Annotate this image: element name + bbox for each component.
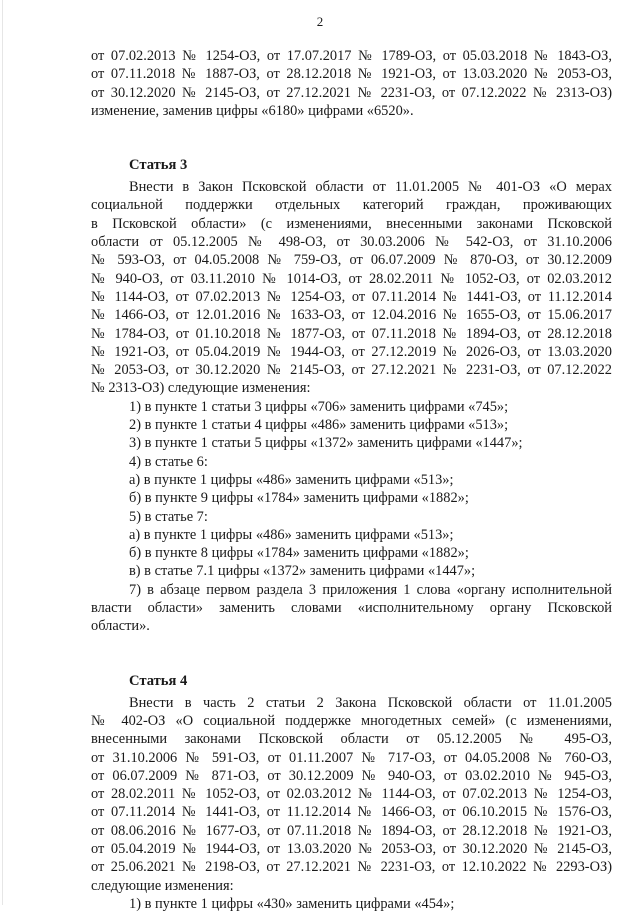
paragraph-line: от 07.11.2018 № 1887-ОЗ, от 28.12.2018 № 1921-ОЗ, от 13.03.2020 № 2053-ОЗ, [91,66,612,83]
list-item: 3) в пункте 1 статьи 5 цифры «1372» заменить цифрами «1447»; [129,435,523,452]
paragraph-line: от 05.04.2019 № 1944-ОЗ, от 13.03.2020 № 2053-ОЗ, от 30.12.2020 № 2145-ОЗ, [91,840,612,857]
article-3-heading: Статья 3 [129,157,188,174]
paragraph-line: № 1784-ОЗ, от 01.10.2018 № 1877-ОЗ, от 07.11.2018 № 1894-ОЗ, от 28.12.2018 [91,325,612,342]
list-item: 1) в пункте 1 статьи 3 цифры «706» заменить цифрами «745»; [129,398,509,415]
paragraph-line: в Псковской области» (с изменениями, внесенными законами Псковской [91,215,612,232]
list-item-line: области». [91,618,150,635]
paragraph-line: от 30.12.2020 № 2145-ОЗ, от 27.12.2021 № 2231-ОЗ, от 07.12.2022 № 2313-ОЗ) [91,84,612,101]
paragraph-line: области от 05.12.2005 № 498-ОЗ, от 30.03.2006 № 542-ОЗ, от 31.10.2006 [91,234,612,251]
paragraph-line: Внести в часть 2 статьи 2 Закона Псковской области от 11.01.2005 [129,694,612,711]
list-item: 1) в пункте 1 цифры «430» заменить цифрами «454»; [129,895,455,912]
paragraph-line: изменение, заменив цифры «6180» цифрами «6520». [91,102,414,119]
paragraph-line: от 28.02.2011 № 1052-ОЗ, от 02.03.2012 № 1144-ОЗ, от 07.02.2013 № 1254-ОЗ, [91,786,612,803]
paragraph-line: № 1144-ОЗ, от 07.02.2013 № 1254-ОЗ, от 07.11.2014 № 1441-ОЗ, от 11.12.2014 [91,288,612,305]
paragraph-line: № 402-ОЗ «О социальной поддержке многодетных семей» (с изменениями, [91,712,612,729]
paragraph-line: от 31.10.2006 № 591-ОЗ, от 01.11.2007 № 717-ОЗ, от 04.05.2008 № 760-ОЗ, [91,749,612,766]
page-number: 2 [316,14,324,29]
list-item: 5) в статье 7: [129,508,208,525]
paragraph-line: от 07.11.2014 № 1441-ОЗ, от 11.12.2014 № 1466-ОЗ, от 06.10.2015 № 1576-ОЗ, [91,804,612,821]
scan-edge-line [2,0,3,905]
article-3-paragraph [91,178,612,398]
paragraph-line: от 07.02.2013 № 1254-ОЗ, от 17.07.2017 № 1789-ОЗ, от 05.03.2018 № 1843-ОЗ, [91,48,612,64]
paragraph-line: от 25.06.2021 № 2198-ОЗ, от 27.12.2021 № 2231-ОЗ, от 12.10.2022 № 2293-ОЗ) [91,859,612,876]
paragraph-line: № 1921-ОЗ, от 05.04.2019 № 1944-ОЗ, от 27.12.2019 № 2026-ОЗ, от 13.03.2020 [91,343,612,360]
paragraph-line: № 593-ОЗ, от 04.05.2008 № 759-ОЗ, от 06.07.2009 № 870-ОЗ, от 30.12.2009 [91,252,612,269]
document-body [91,47,612,913]
article-4-heading: Статья 4 [129,672,188,689]
list-item: б) в пункте 8 цифры «1784» заменить цифрами «1882»; [129,545,469,562]
paragraph-line: внесенными законами Псковской области от 05.12.2005 № 495-ОЗ, [91,731,612,748]
article-3-items [91,398,612,636]
list-item: а) в пункте 1 цифры «486» заменить цифрами «513»; [129,471,454,488]
intro-paragraph [91,47,612,120]
paragraph-line: от 06.07.2009 № 871-ОЗ, от 30.12.2009 № 940-ОЗ, от 03.02.2010 № 945-ОЗ, [91,767,612,784]
paragraph-line: следующие изменения: [91,877,234,894]
paragraph-line: Внести в Закон Псковской области от 11.01.2005 № 401-ОЗ «О мерах [129,179,612,196]
list-item: 7) в абзаце первом раздела 3 приложения 1 слова «органу исполнительной [129,581,612,598]
list-item: б) в пункте 9 цифры «1784» заменить цифрами «1882»; [129,490,469,507]
article-4-items [91,895,612,913]
list-item-line: власти области» заменить словами «исполнительному органу Псковской [91,600,612,617]
paragraph-line: № 1466-ОЗ, от 12.01.2016 № 1633-ОЗ, от 12.04.2016 № 1655-ОЗ, от 15.06.2017 [91,307,612,324]
list-item: 2) в пункте 1 статьи 4 цифры «486» заменить цифрами «513»; [129,417,509,434]
paragraph-line: социальной поддержки отдельных категорий граждан, проживающих [91,197,612,214]
paragraph-line: № 940-ОЗ, от 03.11.2010 № 1014-ОЗ, от 28.02.2011 № 1052-ОЗ, от 02.03.2012 [91,270,612,287]
list-item: 4) в статье 6: [129,453,208,470]
paragraph-line: № 2053-ОЗ, от 30.12.2020 № 2145-ОЗ, от 27.12.2021 № 2231-ОЗ, от 07.12.2022 [91,362,612,379]
list-item: а) в пункте 1 цифры «486» заменить цифрами «513»; [129,526,454,543]
list-item: в) в статье 7.1 цифры «1372» заменить цифрами «1447»; [129,563,476,580]
paragraph-line: от 08.06.2016 № 1677-ОЗ, от 07.11.2018 № 1894-ОЗ, от 28.12.2018 № 1921-ОЗ, [91,822,612,839]
article-4-paragraph [91,694,612,895]
paragraph-line: № 2313-ОЗ) следующие изменения: [91,380,311,397]
